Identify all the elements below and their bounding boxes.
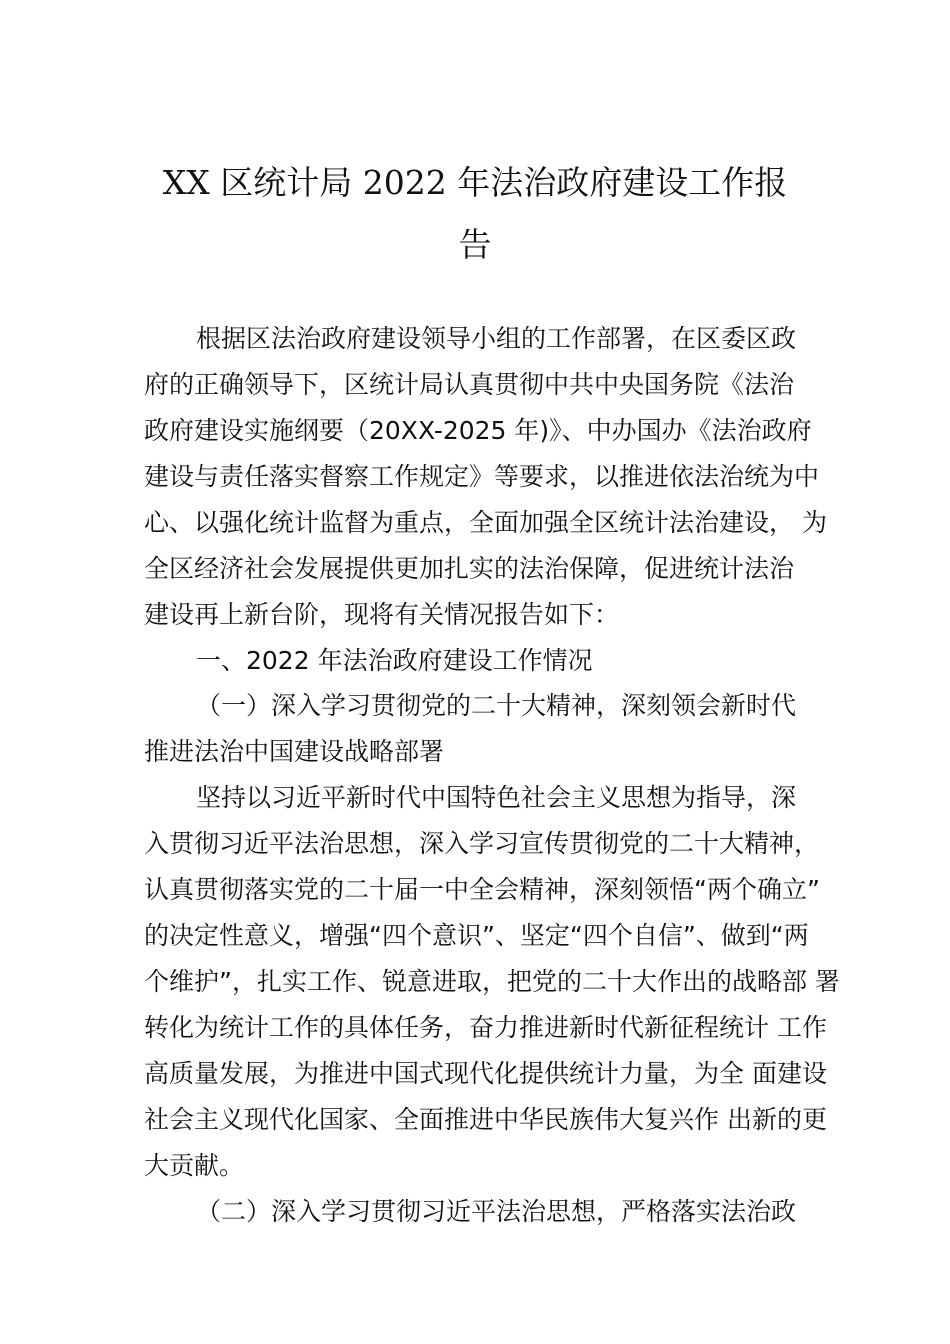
body-line: 认真贯彻落实党的二十届一中全会精神，深刻领悟“两个确立” xyxy=(144,875,820,904)
document-title-line-1: XX 区统计局 2022 年法治政府建设工作报 xyxy=(162,163,788,202)
body-line: 全区经济社会发展提供更加扎实的法治保障，促进统计法治 xyxy=(144,554,795,583)
section-heading: 一、2022 年法治政府建设工作情况 xyxy=(196,646,593,675)
body-line: 入贯彻习近平法治思想，深入学习宣传贯彻党的二十大精神， xyxy=(144,829,820,858)
document-title-line-2: 告 xyxy=(458,225,492,264)
subsection-heading: （一）深入学习贯彻党的二十大精神，深刻领会新时代 xyxy=(196,691,797,720)
body-line: 坚持以习近平新时代中国特色社会主义思想为指导，深 xyxy=(196,783,797,812)
body-line: 的决定性意义，增强“四个意识”、坚定“四个自信”、做到“两 xyxy=(144,921,809,950)
body-line: 根据区法治政府建设领导小组的工作部署，在区委区政 xyxy=(196,324,797,353)
subsection-heading-continued: 推进法治中国建设战略部署 xyxy=(144,737,445,766)
body-line: 心、以强化统计监督为重点，全面加强全区统计法治建设， 为 xyxy=(144,508,827,537)
body-line: 府的正确领导下，区统计局认真贯彻中共中央国务院《法治 xyxy=(144,370,795,399)
body-line: 建设与责任落实督察工作规定》等要求，以推进依法治统为中 xyxy=(144,462,820,491)
body-line: 个维护”，扎实工作、锐意进取，把党的二十大作出的战略部 署 xyxy=(144,967,840,996)
body-line: 建设再上新台阶，现将有关情况报告如下： xyxy=(144,600,620,629)
body-line: 政府建设实施纲要（20XX-2025 年)》、中办国办《法治政府 xyxy=(144,416,812,445)
body-line: 转化为统计工作的具体任务，奋力推进新时代新征程统计 工作 xyxy=(144,1013,827,1042)
subsection-heading: （二）深入学习贯彻习近平法治思想，严格落实法治政 xyxy=(196,1197,797,1226)
body-line: 社会主义现代化国家、全面推进中华民族伟大复兴作 出新的更 xyxy=(144,1105,827,1134)
body-line: 高质量发展，为推进中国式现代化提供统计力量，为全 面建设 xyxy=(144,1059,827,1088)
body-line: 大贡献。 xyxy=(144,1151,245,1180)
